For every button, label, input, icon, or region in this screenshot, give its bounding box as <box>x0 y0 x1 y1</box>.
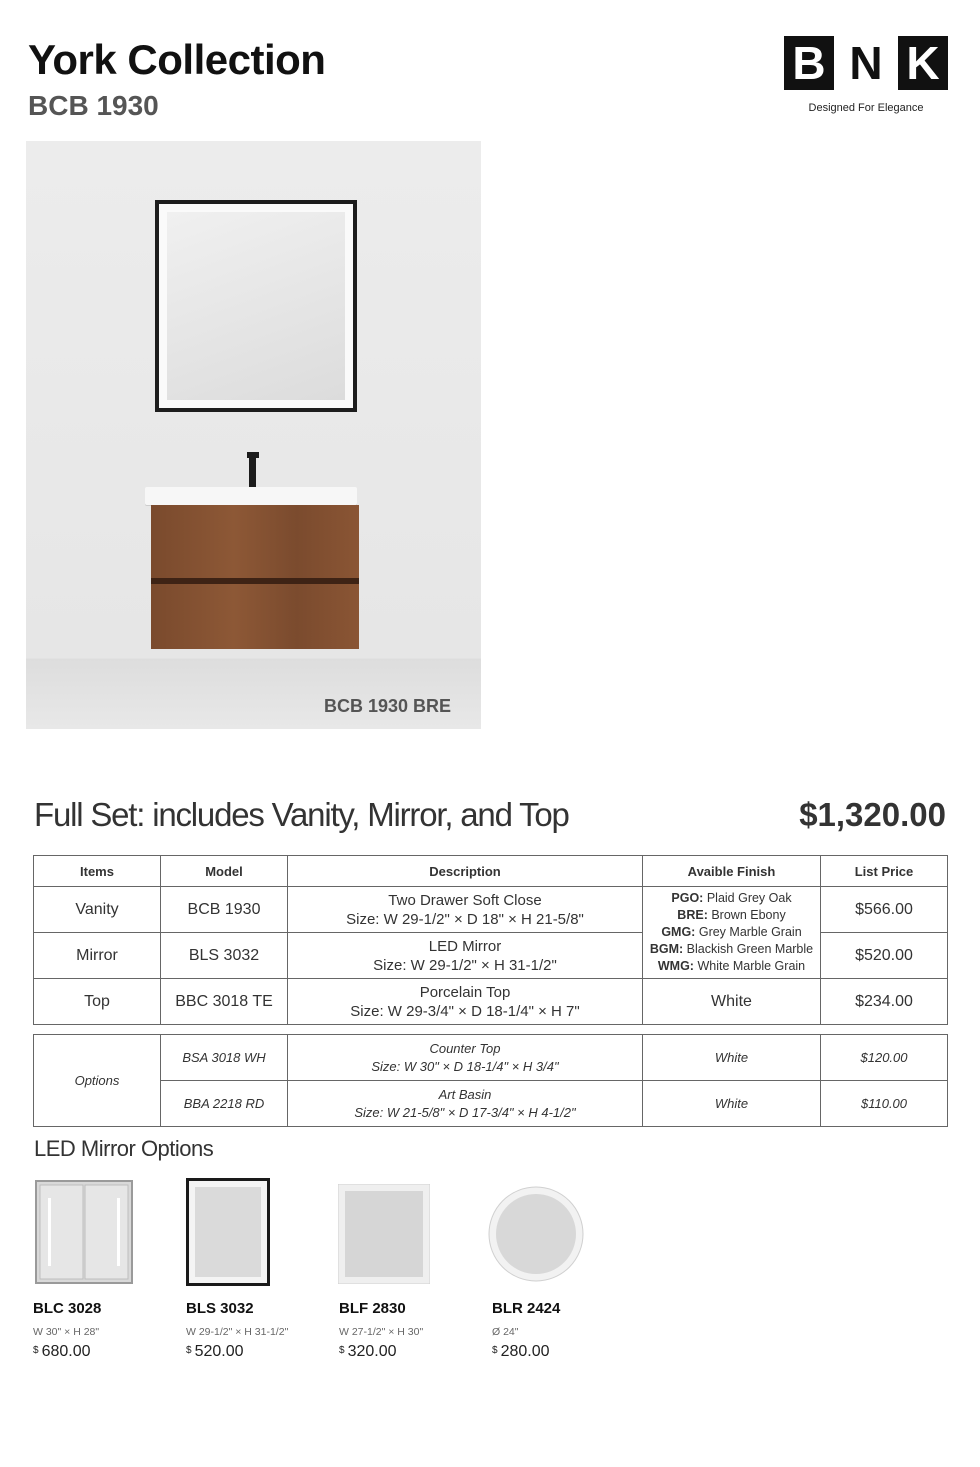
description-size: Size: W 29-1/2" × H 31-1/2" <box>373 956 557 974</box>
logo-letter-2: N <box>849 37 883 89</box>
header-finish: Avaible Finish <box>643 856 821 887</box>
mirror-thumb-blf2830 <box>338 1184 430 1284</box>
description-cell <box>288 979 643 1025</box>
finish-cell: White <box>643 1035 821 1081</box>
mirror-illustration <box>155 200 357 412</box>
finish-cell: White <box>643 1081 821 1127</box>
finish-name: Plaid Grey Oak <box>706 891 792 905</box>
mirror-price-value: 320.00 <box>347 1343 397 1360</box>
finish-code: GMG: <box>661 925 696 939</box>
table-row <box>34 979 948 1025</box>
fullset-heading: Full Set: includes Vanity, Mirror, and Top <box>34 796 569 833</box>
fullset-price: $1,320.00 <box>799 796 946 833</box>
finish-item <box>643 941 820 958</box>
mirror-name: BLF 2830 <box>339 1300 406 1317</box>
item-cell: Vanity <box>34 887 161 933</box>
finish-item <box>643 890 820 907</box>
finish-name: Blackish Green Marble <box>686 942 814 956</box>
table-row <box>34 887 948 933</box>
options-label: Options <box>34 1035 161 1127</box>
mirror-name: BLC 3028 <box>33 1300 102 1317</box>
header-description: Description <box>288 856 643 887</box>
model-subtitle: BCB 1930 <box>28 90 159 121</box>
page-title: York Collection <box>28 36 326 83</box>
description-title: Two Drawer Soft Close <box>388 891 542 909</box>
price-cell: $520.00 <box>821 933 948 979</box>
mirror-price-value: 520.00 <box>194 1343 244 1360</box>
description-cell <box>288 933 643 979</box>
finish-code: BGM: <box>649 942 684 956</box>
mirror-price <box>492 1343 550 1361</box>
model-cell: BBA 2218 RD <box>161 1081 288 1127</box>
item-cell: Mirror <box>34 933 161 979</box>
finish-item <box>643 907 820 924</box>
mirror-thumb-bls3032 <box>186 1178 270 1286</box>
finish-cell: White <box>643 979 821 1025</box>
description-size: Size: W 30" × D 18-1/4" × H 3/4" <box>371 1058 559 1074</box>
mirror-size: W 27-1/2" × H 30" <box>339 1326 424 1338</box>
finish-list-cell <box>643 887 821 979</box>
model-cell: BBC 3018 TE <box>161 979 288 1025</box>
item-cell: Top <box>34 979 161 1025</box>
model-cell: BCB 1930 <box>161 887 288 933</box>
mirror-size: Ø 24" <box>492 1326 519 1338</box>
description-title: LED Mirror <box>428 937 502 955</box>
mirror-price-value: 680.00 <box>41 1343 91 1360</box>
currency-symbol: $ <box>492 1345 498 1356</box>
description-size: Size: W 29-1/2" × D 18" × H 21-5/8" <box>346 910 584 928</box>
finish-name: Brown Ebony <box>711 908 786 922</box>
mirror-thumb-blr2424 <box>488 1186 584 1282</box>
mirror-thumb-blc3028 <box>35 1180 133 1284</box>
price-cell: $234.00 <box>821 979 948 1025</box>
options-table <box>33 1034 948 1127</box>
main-price-table <box>33 855 948 1025</box>
header-list-price: List Price <box>821 856 948 887</box>
description-cell <box>288 887 643 933</box>
finish-code: WMG: <box>657 959 694 973</box>
price-cell: $566.00 <box>821 887 948 933</box>
model-cell: BLS 3032 <box>161 933 288 979</box>
logo-letter-3: K <box>906 37 940 89</box>
finish-code: BRE: <box>677 908 708 922</box>
description-title: Art Basin <box>438 1086 492 1102</box>
mirror-price-value: 280.00 <box>500 1343 550 1360</box>
mirror-price <box>339 1343 397 1361</box>
description-size: Size: W 21-5/8" × D 17-3/4" × H 4-1/2" <box>354 1104 576 1120</box>
mirror-name: BLS 3032 <box>186 1300 254 1317</box>
price-cell: $110.00 <box>821 1081 948 1127</box>
finish-name: White Marble Grain <box>697 959 806 973</box>
description-size: Size: W 29-3/4" × D 18-1/4" × H 7" <box>350 1002 580 1020</box>
logo-tagline: Designed For Elegance <box>808 102 924 114</box>
model-cell: BSA 3018 WH <box>161 1035 288 1081</box>
mirror-name: BLR 2424 <box>492 1300 561 1317</box>
header-items: Items <box>34 856 161 887</box>
description-cell <box>288 1081 643 1127</box>
mirror-size: W 30" × H 28" <box>33 1326 100 1338</box>
mirror-price <box>33 1343 91 1361</box>
finish-item <box>643 924 820 941</box>
price-cell: $120.00 <box>821 1035 948 1081</box>
led-options-title: LED Mirror Options <box>34 1136 214 1161</box>
header-model: Model <box>161 856 288 887</box>
description-cell <box>288 1035 643 1081</box>
vanity-cabinet-illustration <box>151 505 359 649</box>
currency-symbol: $ <box>186 1345 192 1356</box>
photo-label: BCB 1930 BRE <box>323 696 451 716</box>
finish-item <box>643 958 820 975</box>
mirror-size: W 29-1/2" × H 31-1/2" <box>186 1326 289 1338</box>
brand-logo <box>784 36 948 90</box>
mirror-price <box>186 1343 244 1361</box>
table-row <box>34 1081 948 1127</box>
currency-symbol: $ <box>339 1345 345 1356</box>
description-title: Counter Top <box>429 1040 501 1056</box>
logo-letter-1: B <box>792 37 826 89</box>
product-photo <box>26 141 481 729</box>
basin-illustration <box>145 487 357 505</box>
table-row <box>34 1035 948 1081</box>
finish-code: PGO: <box>671 891 704 905</box>
description-title: Porcelain Top <box>419 983 511 1001</box>
currency-symbol: $ <box>33 1345 39 1356</box>
finish-name: Grey Marble Grain <box>698 925 802 939</box>
table-header-row <box>34 856 948 887</box>
